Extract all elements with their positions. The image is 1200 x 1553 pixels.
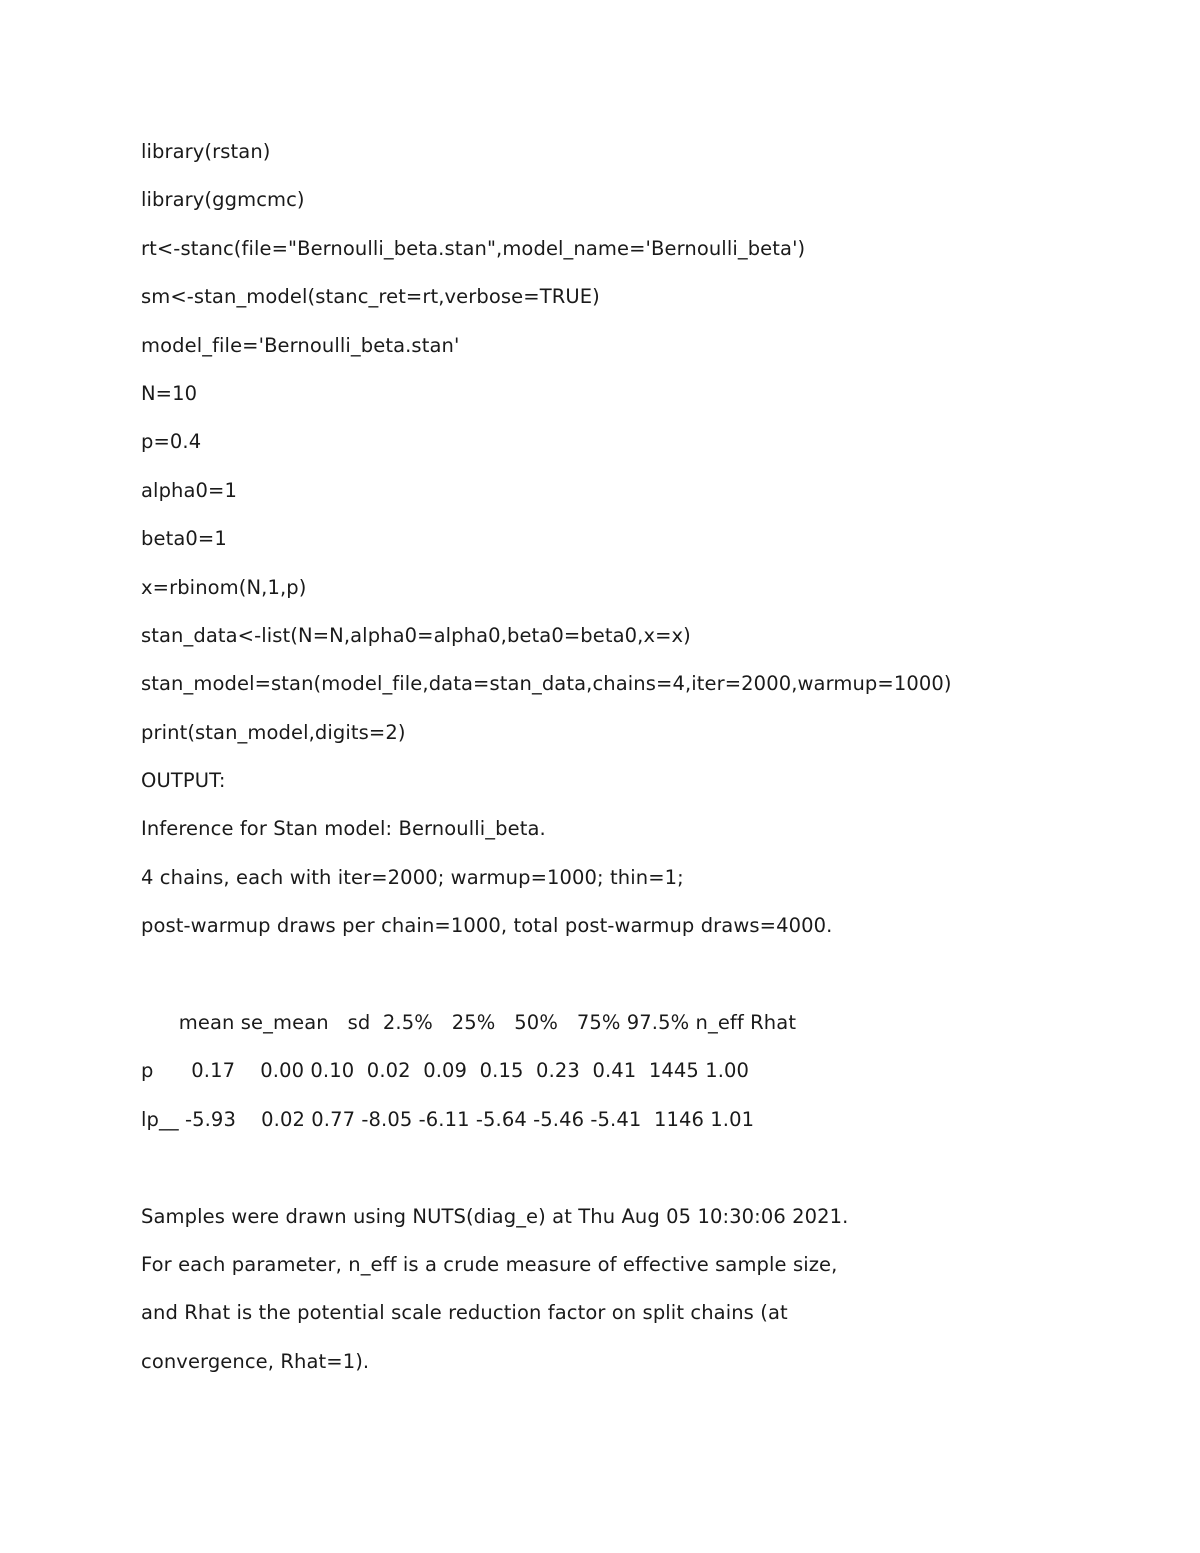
- code-line: N=10: [141, 381, 198, 405]
- code-line: beta0=1: [141, 527, 227, 551]
- output-header-line: post-warmup draws per chain=1000, total post-warmup draws=4000.: [141, 914, 833, 938]
- table-row-lp: lp__ -5.93 0.02 0.77 -8.05 -6.11 -5.64 -5.46 -5.41 1146 1.01: [141, 1107, 755, 1131]
- table-header-row: mean se_mean sd 2.5% 25% 50% 75% 97.5% n_eff Rhat: [141, 1011, 797, 1035]
- code-line: library(ggmcmc): [141, 188, 305, 212]
- code-line: stan_model=stan(model_file,data=stan_data,chains=4,iter=2000,warmup=1000): [141, 672, 952, 696]
- footer-line: Samples were drawn using NUTS(diag_e) at Thu Aug 05 10:30:06 2021.: [141, 1204, 849, 1228]
- code-line: print(stan_model,digits=2): [141, 720, 406, 744]
- output-label: OUTPUT:: [141, 769, 226, 793]
- code-line: sm<-stan_model(stanc_ret=rt,verbose=TRUE): [141, 285, 600, 309]
- code-line: p=0.4: [141, 430, 202, 454]
- output-header-line: 4 chains, each with iter=2000; warmup=1000; thin=1;: [141, 865, 684, 889]
- code-line: alpha0=1: [141, 478, 238, 502]
- table-row-p: p 0.17 0.00 0.10 0.02 0.09 0.15 0.23 0.41 1445 1.00: [141, 1059, 750, 1083]
- output-header-line: Inference for Stan model: Bernoulli_beta.: [141, 817, 546, 841]
- footer-line: For each parameter, n_eff is a crude measure of effective sample size,: [141, 1252, 838, 1276]
- document-body: [141, 140, 1141, 1398]
- code-line: rt<-stanc(file="Bernoulli_beta.stan",model_name='Bernoulli_beta'): [141, 236, 806, 260]
- code-line: stan_data<-list(N=N,alpha0=alpha0,beta0=beta0,x=x): [141, 623, 691, 647]
- code-line: model_file='Bernoulli_beta.stan': [141, 333, 460, 357]
- code-line: x=rbinom(N,1,p): [141, 575, 307, 599]
- blank-line: [141, 963, 1141, 987]
- footer-line: convergence, Rhat=1).: [141, 1349, 370, 1373]
- blank-line: [141, 1156, 1141, 1180]
- code-line: library(rstan): [141, 140, 271, 163]
- footer-line: and Rhat is the potential scale reduction factor on split chains (at: [141, 1301, 788, 1325]
